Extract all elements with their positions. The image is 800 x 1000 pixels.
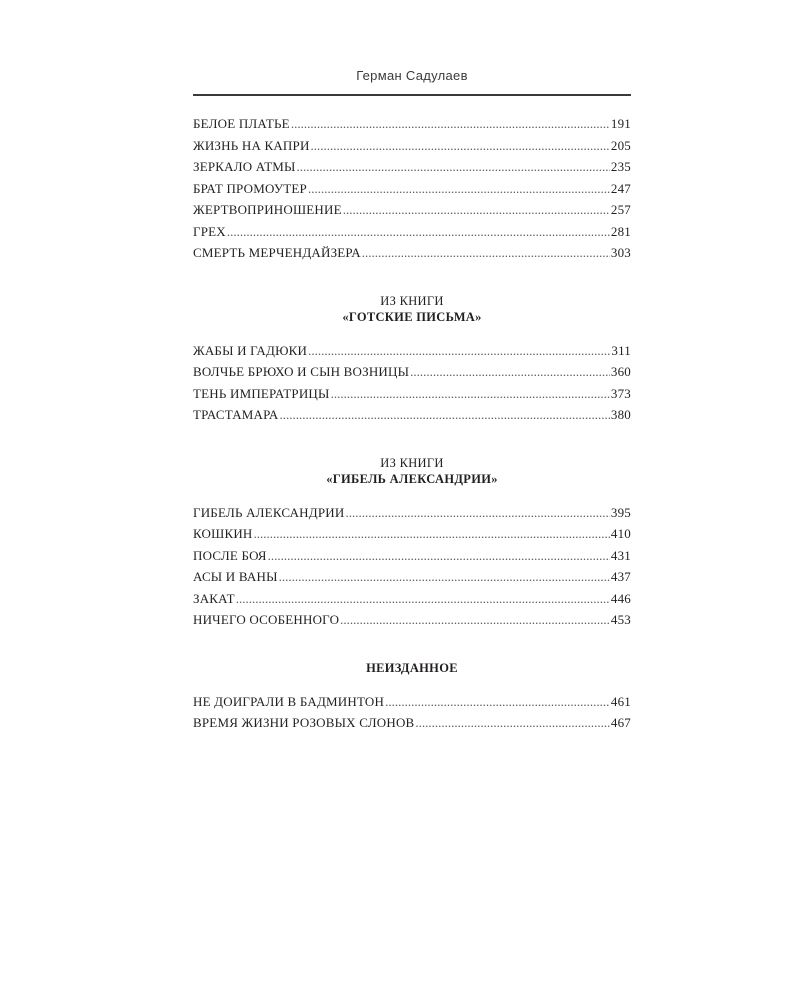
toc-entry-title: ЗЕРКАЛО АТМЫ [193, 159, 296, 174]
section-heading [193, 293, 631, 325]
dot-leader [308, 343, 610, 359]
running-head: Герман Садулаев [356, 68, 468, 83]
toc-entry-title: БРАТ ПРОМОУТЕР [193, 180, 307, 196]
section-heading-title: «ГОТСКИЕ ПИСЬМА» [342, 309, 482, 324]
toc-entry-title: КОШКИН [193, 526, 253, 541]
toc-entry-title: ГРЕХ [193, 223, 226, 239]
toc-entry-title: НЕ ДОИГРАЛИ В БАДМИНТОН [193, 693, 385, 709]
dot-leader [236, 591, 610, 607]
toc-entry[interactable] [193, 569, 631, 591]
toc-entry[interactable] [193, 138, 631, 160]
toc-entry-page-number: 303 [610, 245, 631, 260]
toc-entry[interactable] [193, 612, 631, 634]
dot-leader [279, 569, 610, 585]
toc-entry-page-number: 467 [610, 715, 631, 730]
toc-entry-page-number: 431 [610, 547, 631, 563]
toc-entry-title: ВРЕМЯ ЖИЗНИ РОЗОВЫХ СЛОНОВ [193, 715, 415, 730]
table-of-contents [193, 116, 631, 737]
section-heading-prefix: ИЗ КНИГИ [380, 455, 444, 470]
toc-entry[interactable] [193, 245, 631, 267]
toc-entry-page-number: 461 [610, 693, 631, 709]
dot-leader [331, 386, 610, 402]
toc-entry-page-number: 257 [610, 202, 631, 217]
section-heading-title: НЕИЗДАННОЕ [366, 660, 458, 675]
dot-leader [254, 526, 610, 542]
toc-entry-title: ЖИЗНЬ НА КАПРИ [193, 137, 310, 153]
toc-entry[interactable] [193, 694, 631, 716]
toc-section [193, 455, 631, 634]
toc-entry[interactable] [193, 407, 631, 429]
toc-entry-title: ВОЛЧЬЕ БРЮХО И СЫН ВОЗНИЦЫ [193, 364, 410, 379]
dot-leader [268, 548, 610, 564]
section-heading-prefix: ИЗ КНИГИ [380, 293, 444, 308]
dot-leader [291, 116, 610, 132]
toc-section [193, 116, 631, 267]
toc-entry-title: ЖАБЫ И ГАДЮКИ [193, 342, 308, 358]
toc-entry-title: ТЕНЬ ИМПЕРАТРИЦЫ [193, 385, 330, 401]
toc-entry-page-number: 360 [610, 364, 631, 379]
toc-entry[interactable] [193, 224, 631, 246]
toc-entry-page-number: 395 [610, 504, 631, 520]
toc-entry-page-number: 437 [610, 569, 631, 584]
toc-entry-title: НИЧЕГО ОСОБЕННОГО [193, 612, 340, 627]
toc-entry-page-number: 191 [610, 116, 631, 131]
toc-entry-page-number: 446 [610, 590, 631, 606]
toc-entry[interactable] [193, 548, 631, 570]
header-rule [193, 94, 631, 96]
section-heading [193, 455, 631, 487]
dot-leader [343, 202, 610, 218]
toc-entry[interactable] [193, 505, 631, 527]
toc-entry-title: АСЫ И ВАНЫ [193, 569, 278, 584]
toc-entry[interactable] [193, 591, 631, 613]
dot-leader [385, 694, 610, 710]
toc-entry[interactable] [193, 159, 631, 181]
dot-leader [410, 364, 610, 380]
toc-entry-title: ЖЕРТВОПРИНОШЕНИЕ [193, 202, 342, 217]
toc-entry-page-number: 410 [610, 526, 631, 541]
toc-entry-title: ТРАСТАМАРА [193, 407, 279, 422]
dot-leader [227, 224, 610, 240]
dot-leader [415, 715, 609, 731]
toc-entry-title: ПОСЛЕ БОЯ [193, 547, 267, 563]
toc-entry-page-number: 235 [610, 159, 631, 174]
toc-entry[interactable] [193, 202, 631, 224]
section-heading [193, 660, 631, 676]
toc-entry-title: БЕЛОЕ ПЛАТЬЕ [193, 116, 290, 131]
toc-entry-page-number: 281 [610, 223, 631, 239]
toc-entry[interactable] [193, 364, 631, 386]
dot-leader [297, 159, 610, 175]
section-heading-title: «ГИБЕЛЬ АЛЕКСАНДРИИ» [326, 471, 498, 486]
dot-leader [362, 245, 610, 261]
toc-entry[interactable] [193, 343, 631, 365]
toc-entry-page-number: 453 [610, 612, 631, 627]
toc-entry[interactable] [193, 116, 631, 138]
toc-section [193, 660, 631, 737]
toc-entry[interactable] [193, 526, 631, 548]
toc-entry-page-number: 373 [610, 385, 631, 401]
toc-section [193, 293, 631, 429]
toc-entry-page-number: 380 [610, 407, 631, 422]
toc-entry-title: ГИБЕЛЬ АЛЕКСАНДРИИ [193, 504, 345, 520]
toc-entry-title: ЗАКАТ [193, 590, 235, 606]
toc-entry-page-number: 247 [610, 180, 631, 196]
toc-entry[interactable] [193, 181, 631, 203]
dot-leader [308, 181, 610, 197]
toc-entry[interactable] [193, 386, 631, 408]
toc-entry-page-number: 205 [610, 137, 631, 153]
toc-entry-page-number: 311 [611, 342, 631, 358]
toc-entry-title: СМЕРТЬ МЕРЧЕНДАЙЗЕРА [193, 245, 361, 260]
dot-leader [311, 138, 610, 154]
toc-entry[interactable] [193, 715, 631, 737]
dot-leader [345, 505, 609, 521]
dot-leader [280, 407, 610, 423]
dot-leader [340, 612, 610, 628]
